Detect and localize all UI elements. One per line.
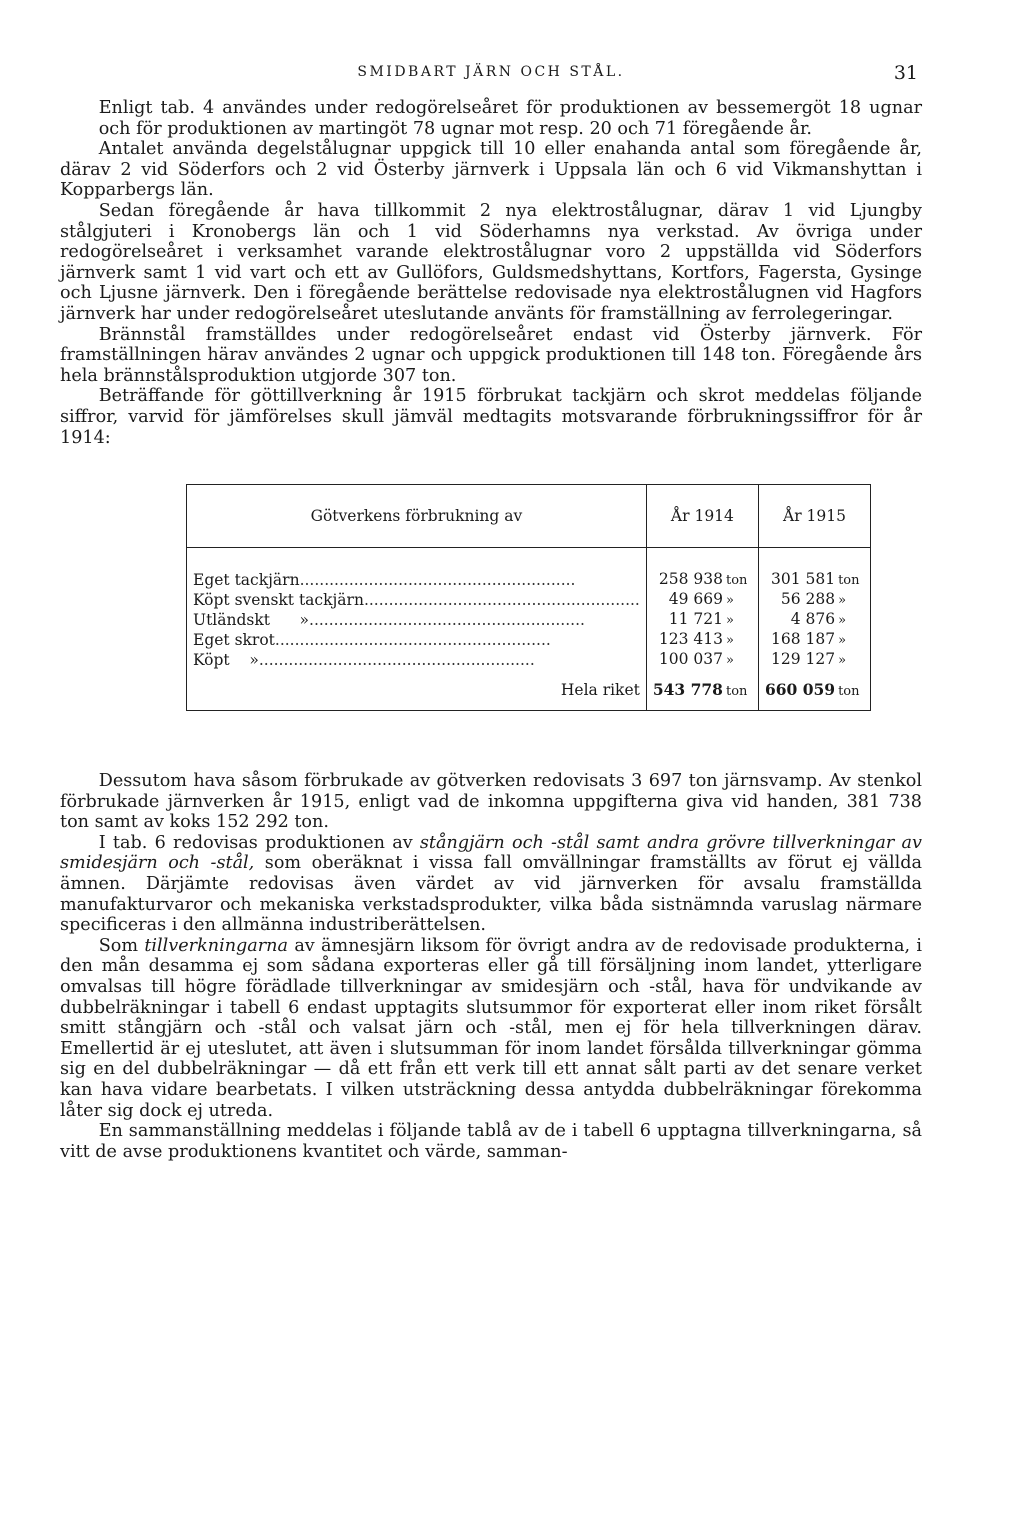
value-1914: 123 413: [658, 630, 723, 649]
total-1915: 660 059: [764, 679, 836, 699]
table-row: [187, 630, 871, 650]
row-label: Köpt svenskt tackjärn: [193, 590, 364, 609]
header-1914: År 1914: [646, 485, 758, 548]
row-label: Köpt »: [193, 650, 259, 669]
paragraph-4: Brännstål framställdes under redogörelseåret endast vid Österby järnverk. För framställningen härav användes 2 ugnar och uppgick produktionen till 148 ton. Föregående års hela brännstålsproduktion utgjorde 307 ton.: [60, 324, 922, 386]
unit-1914: »: [725, 613, 734, 629]
header-label: Götverkens förbrukning av: [187, 485, 647, 548]
unit-1915: »: [838, 633, 847, 649]
value-1914: 100 037: [658, 650, 723, 669]
document-page: [60, 62, 922, 1162]
unit-1914: ton: [725, 573, 748, 589]
total-1914: 543 778: [652, 679, 723, 699]
leader-dots: ........................................................: [274, 630, 551, 649]
unit-1914: »: [725, 653, 734, 669]
page-number: 31: [893, 62, 918, 84]
paragraph-9: En sammanställning meddelas i följande tablå av de i tabell 6 upptagna tillverkningarna, så vitt de avse produktionens kvantitet och värde, samman-: [60, 1121, 922, 1162]
table-row: [187, 650, 871, 670]
leader-dots: ........................................................: [258, 650, 535, 669]
table-row: [187, 590, 871, 610]
paragraph-8: Som tillverkningarna av ämnesjärn liksom för övrigt andra av de redovisade produkterna, i den mån desamma ej som sådana exporteras eller gå till försäljning inom landet, ytterligare omvalsas till högre förädlade tillverkningar av smidesjärn och -stål, hava för undvikande av dubbelräkningar i tabell 6 endast upptagits slutsummor för exporterat eller inom riket försålt smitt stångjärn och -stål och valsat järn och -stål, men ej för hela tillverkningen därav. Emellertid är ej uteslutet, att även i slutsumman för inom landet försålda tillverkningar gömma sig en del dubbelräkningar — då ett från ett verk till ett annat sålt parti av det senare verket kan hava vidare bearbetats. I vilken utsträckning dessa antydda dubbelräkningar förekomma låter sig dock ej utreda.: [60, 935, 923, 1121]
unit-1915: ton: [838, 573, 860, 589]
table-header-row: [187, 485, 871, 548]
page-header: [60, 62, 922, 98]
paragraph-1: Enligt tab. 4 användes under redogörelseåret för produktionen av bessemergöt 18 ugnar och för produktionen av martingöt 78 ugnar mot resp. 20 och 71 föregående år.: [98, 98, 922, 139]
leader-dots: ........................................................: [309, 610, 585, 629]
leader-dots: ........................................................: [363, 590, 640, 609]
italic-emphasis: stångjärn och -stål samt andra grövre tillverkningar av smidesjärn och -stål,: [60, 832, 922, 874]
paragraph-5: Beträffande för göttillverkning år 1915 förbrukat tackjärn och skrot meddelas följande siffror, varvid för jämförelses skull jämväl medtagits motsvarande förbrukningssiffror för år 1914:: [60, 386, 922, 448]
running-title: SMIDBART JÄRN OCH STÅL.: [357, 64, 625, 80]
italic-emphasis: tillverkningarna: [144, 935, 289, 956]
paragraph-2: Antalet använda degelstålugnar uppgick till 10 eller enahanda antal som föregående år, därav 2 vid Söderfors och 2 vid Österby järnverk i Uppsala län och 6 vid Vikmanshyttan i Kopparbergs län.: [60, 139, 922, 201]
total-unit-1915: ton: [838, 683, 860, 699]
value-1914: 49 669: [668, 590, 723, 609]
header-1915: År 1915: [758, 485, 870, 548]
body-text-before-table: [60, 98, 922, 448]
value-1915: 56 288: [780, 590, 836, 609]
table-row: [187, 610, 871, 630]
body-text-after-table: [60, 771, 922, 1162]
consumption-table-wrap: [186, 484, 860, 711]
row-label: Utländskt »: [193, 610, 310, 629]
leader-dots: ........................................................: [299, 570, 576, 589]
value-1914: 258 938: [658, 570, 723, 589]
paragraph-6: Dessutom hava såsom förbrukade av götverken redovisats 3 697 ton järnsvamp. Av stenkol förbrukade järnverken år 1915, enligt vad de inkomna uppgifterna giva vid handen, 381 738 ton samt av koks 152 292 ton.: [60, 771, 922, 833]
total-label: Hela riket: [187, 670, 647, 711]
unit-1915: »: [838, 653, 847, 669]
consumption-table: [186, 484, 871, 711]
total-unit-1914: ton: [725, 683, 748, 699]
value-1915: 168 187: [770, 630, 836, 649]
table-row: [187, 548, 871, 591]
unit-1915: »: [838, 593, 847, 609]
unit-1914: »: [725, 633, 734, 649]
value-1915: 301 581: [770, 570, 836, 589]
value-1914: 11 721: [668, 610, 723, 629]
value-1915: 4 876: [790, 610, 836, 629]
table-total-row: [187, 670, 871, 711]
value-1915: 129 127: [770, 650, 836, 669]
row-label: Eget tackjärn: [193, 570, 300, 589]
unit-1914: »: [725, 593, 734, 609]
row-label: Eget skrot: [193, 630, 275, 649]
unit-1915: »: [838, 613, 847, 629]
paragraph-3: Sedan föregående år hava tillkommit 2 nya elektrostålugnar, därav 1 vid Ljungby stålgjuteri i Kronobergs län och 1 vid Söderhamns nya verkstad. Av övriga under redogörelseåret i verksamhet varande elektrostålugnar voro 2 uppställda vid Söderfors järnverk samt 1 vid vart och ett av Gullöfors, Guldsmedshyttans, Kortfors, Fagersta, Gysinge och Ljusne järnverk. Den i föregående berättelse redovisade nya elektrostålugnen vid Hagfors järnverk har under redogörelseåret uteslutande använts för framställning av ferrolegeringar.: [60, 200, 922, 324]
paragraph-7: I tab. 6 redovisas produktionen av stångjärn och -stål samt andra grövre tillverkningar av smidesjärn och -stål, som oberäknat i vissa fall omvällningar framställts av förut ej vällda ämnen. Därjämte redovisas även värdet av vid järnverken för avsalu framställda manufakturvaror och mekaniska verkstadsprodukter, vilka båda sistnämnda varuslag närmare specificeras i den allmänna industriberättelsen.: [60, 832, 922, 936]
